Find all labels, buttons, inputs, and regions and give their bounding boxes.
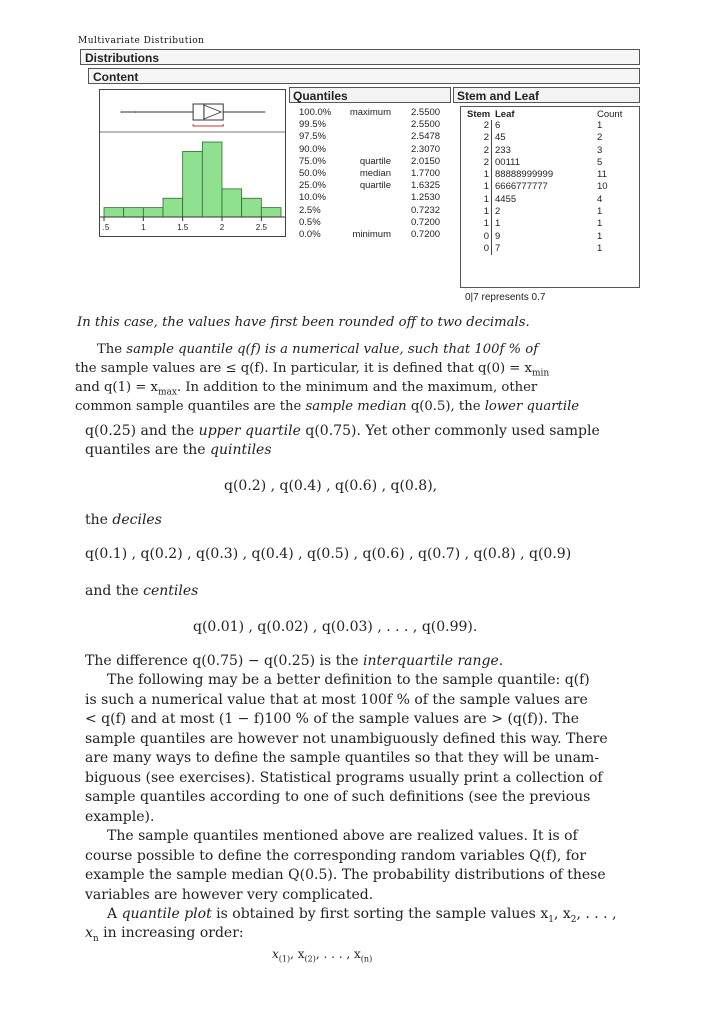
quantile-row — [289, 156, 451, 168]
paragraph-line: sample quantiles are however not unambiguously defined this way. There — [85, 730, 608, 747]
count-value: 1 — [597, 206, 603, 218]
histogram-bar — [261, 208, 281, 217]
leaf-value: 88888999999 — [495, 169, 554, 181]
caption: In this case, the values have first been rounded off to two decimals. — [77, 315, 530, 330]
leaf-value: 233 — [495, 144, 511, 156]
count-value: 1 — [597, 120, 603, 131]
stem-divider — [491, 231, 492, 243]
quantiles-table — [289, 87, 451, 255]
distributions-panel-header[interactable]: Distributions — [80, 49, 640, 65]
stem-value: 1 — [483, 193, 489, 205]
stem-divider — [491, 157, 492, 169]
quantile-label: quartile — [359, 155, 391, 167]
stem-divider — [491, 145, 492, 157]
count-value: 3 — [597, 144, 603, 156]
histogram-plot — [99, 89, 286, 237]
stem-leaf-row — [461, 218, 639, 230]
stem-divider — [491, 181, 492, 193]
leaf-value: 1 — [495, 218, 501, 230]
histogram-bar — [202, 142, 222, 217]
quantile-label: quartile — [359, 180, 391, 192]
histogram-bar — [143, 208, 163, 217]
paragraph-line: quantiles are the quintiles — [85, 442, 272, 458]
stem-leaf-row — [461, 206, 639, 218]
paragraph-line: The difference q(0.75) − q(0.25) is the interquartile range. — [85, 653, 504, 669]
quantile-row — [289, 229, 451, 241]
stem-value: 1 — [483, 181, 489, 193]
quantile-percent: 0.0% — [299, 228, 321, 240]
histogram-bar — [222, 189, 242, 217]
quantile-value: 2.0150 — [411, 155, 441, 167]
quantile-row — [289, 217, 451, 229]
stem-value: 2 — [483, 144, 489, 156]
count-value: 10 — [597, 181, 608, 193]
paragraph-line: The following may be a better definition to the sample quantile: q(f) — [107, 672, 590, 688]
stem-leaf-row — [461, 120, 639, 132]
paragraph-line: and $q(1) = x_{max}$. In addition to the minimum and the maximum, other — [75, 380, 538, 398]
leaf-value: 6666777777 — [495, 181, 548, 193]
paragraph-line: The sample quantile q(f) is a numerical value, such that 100f % of — [97, 342, 539, 357]
quantile-value: 0.7232 — [411, 204, 441, 216]
paragraph-line: is such a numerical value that at most 100f % of the sample values are — [85, 691, 588, 708]
paragraph-line: The sample quantiles mentioned above are realized values. It is of — [107, 828, 578, 844]
stem-divider — [491, 206, 492, 218]
leaf-value: 4455 — [495, 193, 517, 205]
stem-divider — [491, 132, 492, 144]
count-value: 1 — [597, 242, 603, 254]
quantile-row — [289, 168, 451, 180]
leaf-value: 45 — [495, 132, 506, 144]
stem-and-leaf-table — [453, 87, 640, 287]
leaf-value: 9 — [495, 230, 501, 242]
paragraph-line: example the sample median Q(0.5). The probability distributions of these — [85, 867, 606, 883]
stem-divider — [491, 218, 492, 230]
paragraph-line: < q(f) and at most (1 − f)100 % of the sample values are > (q(f)). The — [85, 711, 580, 727]
count-value: 5 — [597, 156, 603, 168]
quantile-row — [289, 119, 451, 131]
histogram-bar — [104, 208, 124, 217]
paragraph-line: course possible to define the corresponding random variables Q(f), for — [85, 847, 587, 864]
equation-centiles: q(0.01) , q(0.02) , q(0.03) , . . . , q(0.99). — [193, 619, 478, 635]
stem-divider — [491, 194, 492, 206]
boxplot-outlier — [135, 111, 137, 113]
quantile-label: median — [359, 167, 391, 179]
paragraph-line: are many ways to define the sample quantiles so that they will be unam- — [85, 750, 600, 766]
stem-leaf-header[interactable]: Stem and Leaf — [453, 87, 640, 103]
quantile-percent: 90.0% — [299, 143, 326, 155]
stem-value: 0 — [483, 230, 489, 242]
quantile-value: 1.2530 — [411, 192, 441, 204]
histogram-bar — [124, 208, 144, 217]
quantile-row — [289, 107, 451, 119]
paragraph-line: $x_n$ in increasing order: — [85, 925, 244, 944]
x-tick-label: .5 — [102, 223, 110, 232]
stem-leaf-row — [461, 169, 639, 181]
quantile-value: 2.3070 — [411, 143, 441, 155]
stem-value: 2 — [483, 132, 489, 144]
x-tick-label: 1.5 — [177, 223, 189, 232]
quantile-percent: 0.5% — [299, 216, 321, 228]
stem-value: 1 — [483, 169, 489, 181]
paragraph-line: and the centiles — [85, 583, 199, 599]
leaf-value: 7 — [495, 242, 501, 254]
equation-deciles: q(0.1) , q(0.2) , q(0.3) , q(0.4) , q(0.5) , q(0.6) , q(0.7) , q(0.8) , q(0.9) — [85, 546, 572, 562]
histogram-bar — [183, 151, 203, 217]
count-column-header: Count — [597, 109, 623, 120]
paragraph-line: q(0.25) and the upper quartile q(0.75). Yet other commonly used sample — [85, 423, 600, 439]
paragraph-line: biguous (see exercises). Statistical programs usually print a collection of — [85, 769, 603, 786]
quantile-row — [289, 131, 451, 143]
quantile-percent: 50.0% — [299, 167, 326, 179]
stem-value: 1 — [483, 218, 489, 230]
stem-value: 2 — [483, 156, 489, 168]
paragraph-line: sample quantiles according to one of such definitions (see the previous — [85, 789, 591, 805]
paragraph-line: common sample quantiles are the sample median q(0.5), the lower quartile — [75, 399, 580, 414]
quantiles-header[interactable]: Quantiles — [289, 87, 451, 103]
stem-column-header: Stem — [467, 109, 491, 120]
quantile-row — [289, 205, 451, 217]
paragraph-line: A quantile plot is obtained by first sorting the sample values $x_1$, $x_2$, . . . , — [107, 906, 617, 925]
quantile-label: maximum — [349, 107, 391, 118]
shortest-half-bracket — [193, 124, 223, 126]
stem-divider — [491, 169, 492, 181]
quantile-row — [289, 192, 451, 204]
boxplot-outlier — [121, 111, 123, 113]
quantile-percent: 2.5% — [299, 204, 321, 216]
paragraph-line: variables are however very complicated. — [85, 886, 374, 903]
running-header: Multivariate Distribution — [78, 36, 205, 46]
count-value: 2 — [597, 132, 603, 144]
quantile-percent: 75.0% — [299, 155, 326, 167]
quantile-percent: 97.5% — [299, 131, 326, 143]
quantile-percent: 100.0% — [299, 107, 332, 118]
stem-leaf-body — [460, 106, 640, 288]
histogram-bar — [163, 198, 183, 217]
stem-leaf-row — [461, 243, 639, 255]
paragraph-line: example). — [85, 808, 155, 825]
x-tick-label: 2 — [219, 223, 225, 232]
count-value: 11 — [597, 169, 607, 181]
leaf-value: 2 — [495, 206, 501, 218]
content-panel-header[interactable]: Content — [88, 68, 640, 84]
x-tick-label: 2.5 — [255, 223, 267, 232]
stem-leaf-note: 0|7 represents 0.7 — [465, 292, 546, 303]
equation-sorted-values: $x_{(1)}$, $x_{(2)}$, . . . , $x_{(n)}$ — [272, 947, 373, 964]
stem-leaf-row — [461, 132, 639, 144]
count-value: 1 — [597, 218, 603, 230]
paragraph-line: the deciles — [85, 512, 162, 528]
stem-leaf-row — [461, 231, 639, 243]
quantile-row — [289, 144, 451, 156]
quantile-value: 0.7200 — [411, 216, 441, 228]
quantile-percent: 10.0% — [299, 192, 326, 204]
quantile-value: 2.5478 — [411, 131, 441, 143]
leaf-column-header: Leaf — [495, 109, 515, 120]
leaf-value: 6 — [495, 120, 501, 131]
stem-leaf-row — [461, 181, 639, 193]
x-tick-label: 1 — [141, 223, 146, 232]
count-value: 4 — [597, 193, 603, 205]
quantile-value: 1.7700 — [411, 167, 441, 179]
quantile-row — [289, 180, 451, 192]
stem-leaf-row — [461, 194, 639, 206]
stem-leaf-row — [461, 145, 639, 157]
equation-quintiles: q(0.2) , q(0.4) , q(0.6) , q(0.8), — [224, 478, 438, 494]
stem-value: 0 — [483, 242, 489, 254]
histogram-svg — [100, 90, 285, 236]
quantile-label: minimum — [352, 228, 391, 240]
quantile-value: 0.7200 — [411, 228, 441, 240]
leaf-value: 00111 — [495, 156, 521, 168]
paragraph-line: the sample values are ≤ q(f). In particular, it is defined that $q(0) = x_{min}$ — [75, 361, 550, 379]
quantile-value: 2.5500 — [411, 119, 441, 131]
count-value: 1 — [597, 230, 603, 242]
quantile-percent: 99.5% — [299, 119, 326, 131]
quantile-value: 1.6325 — [411, 180, 441, 192]
quantile-value: 2.5500 — [411, 107, 441, 118]
stem-value: 1 — [483, 206, 489, 218]
quantile-percent: 25.0% — [299, 180, 326, 192]
stem-value: 2 — [483, 120, 489, 131]
stem-leaf-row — [461, 157, 639, 169]
stem-divider — [491, 120, 492, 132]
stem-divider — [491, 243, 492, 255]
histogram-bar — [242, 198, 262, 217]
